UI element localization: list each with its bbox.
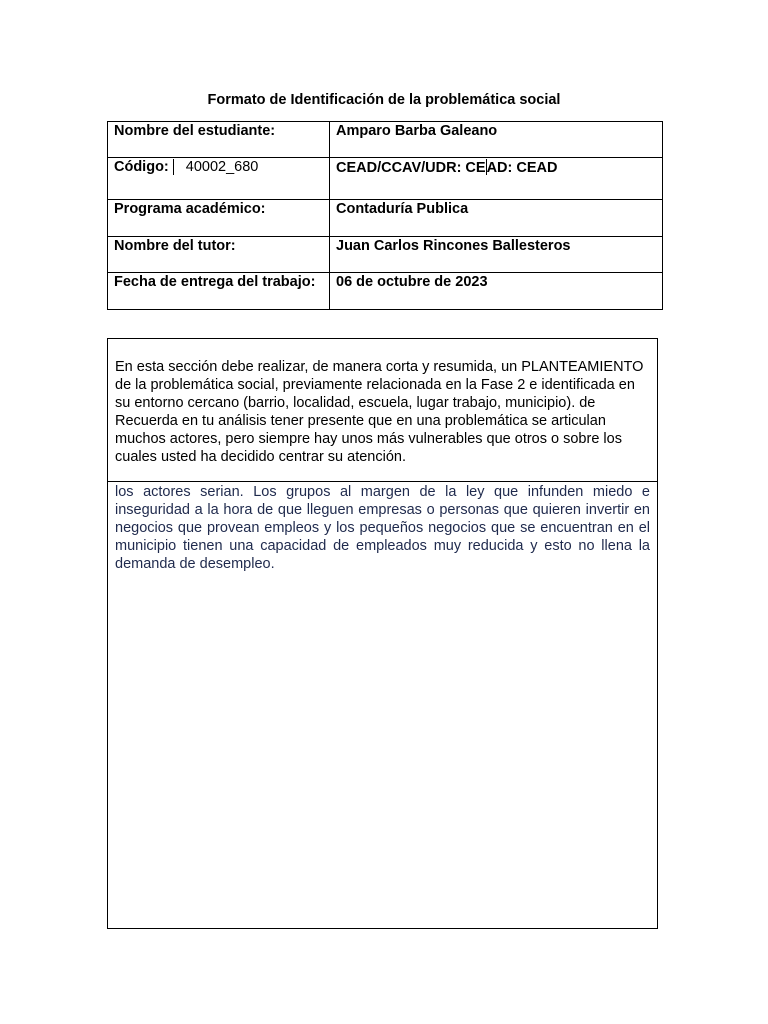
program-value[interactable]: Contaduría Publica [330, 200, 663, 237]
student-name-label: Nombre del estudiante: [108, 122, 330, 158]
problem-statement-box [107, 338, 658, 929]
answer-text[interactable]: los actores serian. Los grupos al margen de la ley que infunden miedo e inseguridad a la hora de que lleguen empresas o personas que quieren invertir en negocios que provean empleos y los pequeños negocios que se encuentran en el municipio tienen una capacidad de empleados muy reducida y esto no llena la demanda de desempleo. [115, 484, 650, 572]
cead-label: CEAD/CCAV/UDR: CE [336, 160, 486, 176]
tutor-value[interactable]: Juan Carlos Rincones Ballesteros [330, 237, 663, 273]
student-name-value[interactable]: Amparo Barba Galeano [330, 122, 663, 158]
table-row [108, 200, 663, 237]
code-value[interactable]: 40002_680 [173, 159, 259, 175]
delivery-date-label: Fecha de entrega del trabajo: [108, 273, 330, 310]
cead-value: AD: CEAD [486, 160, 558, 176]
table-row [108, 158, 663, 200]
cead-cell[interactable] [330, 158, 663, 200]
code-cell [108, 158, 330, 200]
program-label: Programa académico: [108, 200, 330, 237]
instructions-text: En esta sección debe realizar, de manera corta y resumida, un PLANTEAMIENTO de la problemática social, previamente relacionada en la Fase 2 e identificada en su entorno cercano (barrio, localidad, escuela, lugar trabajo, municipio). de Recuerda en tu análisis tener presente que en una problemática se articulan muchos actores, pero siempre hay unos más vulnerables que otros o sobre los cuales usted ha decidido centrar su atención. [108, 339, 657, 482]
table-row [108, 122, 663, 158]
table-row [108, 273, 663, 310]
code-label: Código: [114, 159, 169, 175]
tutor-label: Nombre del tutor: [108, 237, 330, 273]
delivery-date-value[interactable]: 06 de octubre de 2023 [330, 273, 663, 310]
table-row [108, 237, 663, 273]
identification-table [107, 121, 663, 310]
document-title: Formato de Identificación de la problemática social [207, 92, 561, 108]
